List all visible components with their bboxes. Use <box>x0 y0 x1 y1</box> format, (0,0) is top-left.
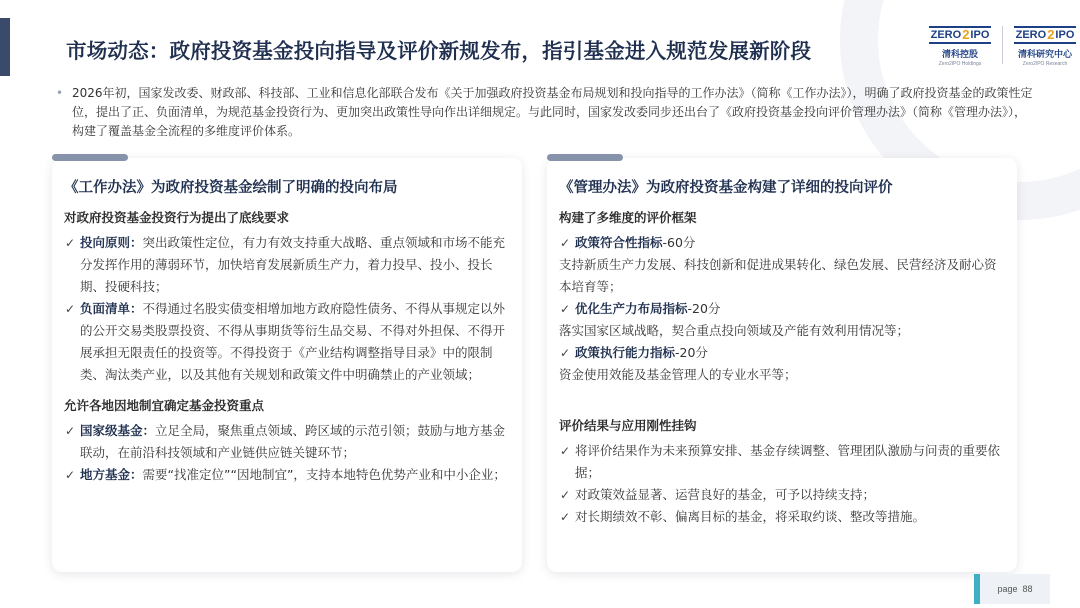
item-label: 地方基金： <box>80 467 143 482</box>
logo-mark: ZERO 2 IPO <box>930 27 990 42</box>
card-heading: 《管理办法》为政府投资基金构建了详细的投向评价 <box>559 180 893 196</box>
logo-divider <box>1002 26 1003 64</box>
item-label: 国家级基金： <box>80 423 156 438</box>
check-icon: ✓ <box>560 346 571 360</box>
intro-paragraph <box>56 84 1036 141</box>
check-icon: ✓ <box>65 236 76 250</box>
check-icon: ✓ <box>560 236 571 250</box>
indicator-item <box>559 232 1005 254</box>
card-tab-decoration <box>52 154 128 161</box>
section-heading: 对政府投资基金投资行为提出了底线要求 <box>64 210 290 225</box>
list-item <box>64 232 510 298</box>
page-title: 市场动态：政府投资基金投向指导及评价新规发布，指引基金进入规范发展新阶段 <box>66 39 812 63</box>
card-management-measures <box>547 158 1017 572</box>
item-label: 负面清单： <box>80 301 143 316</box>
logo-cn-name: 清科研究中心 <box>1017 50 1072 60</box>
list-item <box>64 420 510 464</box>
item-label: 投向原则： <box>80 235 143 250</box>
list-item <box>559 440 1005 484</box>
bullet-icon: • <box>56 86 64 100</box>
title-accent-bar <box>0 18 10 76</box>
item-text: 将评价结果作为未来预算安排、基金存续调整、管理团队激励与问责的重要依据； <box>575 443 1001 480</box>
item-text: 不得通过名股实债变相增加地方政府隐性债务、不得从事规定以外的公开交易类股票投资、不得从事期货等衍生品交易、不得对外担保、不得开展承担无限责任的投资等。不得投资于《产业结构调整指导目录》中的限制类、淘汰类产业，以及其他有关规划和政策文件中明确禁止的产业领域； <box>80 301 506 382</box>
indicator-item <box>559 298 1005 320</box>
indicator-item <box>559 342 1005 364</box>
section-heading: 评价结果与应用刚性挂钩 <box>559 418 697 433</box>
indicator-label: 政策符合性指标 <box>575 235 663 250</box>
indicator-label: 政策执行能力指标 <box>575 345 676 360</box>
item-text: 对政策效益显著、运营良好的基金，可予以持续支持； <box>575 487 876 502</box>
page-number: 88 <box>1022 584 1033 594</box>
logo-en-name: Zero2IPO Research <box>1022 61 1068 67</box>
check-icon: ✓ <box>65 424 76 438</box>
logo-zero2ipo-research <box>1011 26 1079 67</box>
list-item <box>559 506 1005 528</box>
indicator-desc: 支持新质生产力发展、科技创新和促进成果转化、绿色发展、民营经济及耐心资本培育等； <box>559 257 997 294</box>
indicator-score: -60分 <box>662 235 696 250</box>
indicator-label: 优化生产力布局指标 <box>575 301 688 316</box>
check-icon: ✓ <box>560 488 571 502</box>
item-text: 立足全局，聚焦重点领域、跨区域的示范引领；鼓励与地方基金联动，在前沿科技领域和产业链供应链关键环节； <box>80 423 506 460</box>
list-item <box>559 484 1005 506</box>
page-label: page <box>997 584 1018 594</box>
check-icon: ✓ <box>560 302 571 316</box>
indicator-score: -20分 <box>675 345 708 360</box>
page-number-badge <box>980 574 1050 604</box>
logo-cn-name: 清科控股 <box>941 50 978 60</box>
item-text: 对长期绩效不彰、偏离目标的基金，将采取约谈、整改等措施。 <box>575 509 926 524</box>
list-item <box>64 298 510 386</box>
check-icon: ✓ <box>65 302 76 316</box>
intro-text: 2026年初，国家发改委、财政部、科技部、工业和信息化部联合发布《关于加强政府投资基金布局规划和投向指导的工作办法》（简称《工作办法》），明确了政府投资基金的政策性定位，提出了正、负面清单，为规范基金投资行为、更加突出政策性导向作出详细规定。与此同时，国家发改委同步还出台了《政府投资基金投向评价管理办法》（简称《管理办法》），构建了覆盖基金全流程的多维度评价体系。 <box>72 86 1033 138</box>
card-heading: 《工作办法》为政府投资基金绘制了明确的投向布局 <box>64 180 398 196</box>
indicator-desc: 落实国家区域战略，契合重点投向领域及产能有效利用情况等； <box>559 323 910 338</box>
logo-group <box>926 26 1079 67</box>
check-icon: ✓ <box>65 468 76 482</box>
check-icon: ✓ <box>560 510 571 524</box>
logo-mark: ZERO 2 IPO <box>1015 27 1075 42</box>
logo-zero2ipo-holdings <box>926 26 994 67</box>
check-icon: ✓ <box>560 444 571 458</box>
section-heading: 允许各地因地制宜确定基金投资重点 <box>64 398 265 413</box>
section-heading: 构建了多维度的评价框架 <box>559 210 697 225</box>
item-text: 突出政策性定位，有力有效支持重大战略、重点领域和市场不能充分发挥作用的薄弱环节，加快培育发展新质生产力，着力投早、投小、投长期、投硬科技； <box>80 235 506 294</box>
list-item <box>64 464 510 486</box>
indicator-desc: 资金使用效能及基金管理人的专业水平等； <box>559 367 797 382</box>
card-tab-decoration <box>547 154 623 161</box>
item-text: 需要“找准定位”“因地制宜”，支持本地特色优势产业和中小企业； <box>142 467 506 482</box>
card-work-measures <box>52 158 522 572</box>
logo-en-name: Zero2IPO Holdings <box>938 61 982 67</box>
indicator-score: -20分 <box>687 301 721 316</box>
